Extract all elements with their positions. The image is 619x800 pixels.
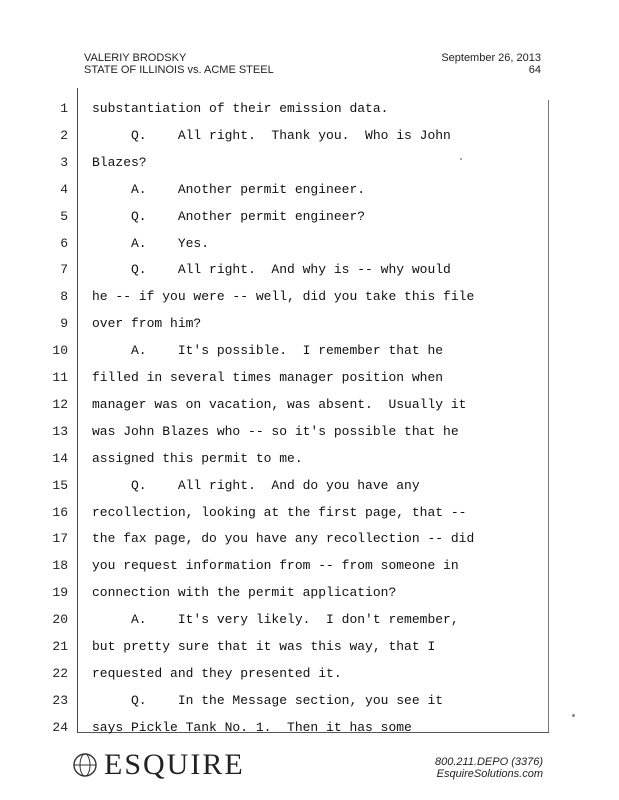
transcript-line: he -- if you were -- well, did you take this file	[92, 289, 475, 304]
line-number: 10	[52, 343, 68, 358]
line-number: 21	[52, 639, 68, 654]
line-number: 16	[52, 505, 68, 520]
transcript-line: Q. Another permit engineer?	[92, 209, 366, 224]
transcript-line: Q. In the Message section, you see it	[92, 693, 444, 708]
line-number: 9	[60, 316, 68, 331]
line-number: 12	[52, 397, 68, 412]
line-number: 18	[52, 558, 68, 573]
transcript-line: Q. All right. Thank you. Who is John	[92, 128, 451, 143]
line-number: 19	[52, 585, 68, 600]
transcript-line: the fax page, do you have any recollection -- did	[92, 531, 475, 546]
transcript-line: substantiation of their emission data.	[92, 101, 389, 116]
line-number: 5	[60, 209, 68, 224]
scan-speck	[572, 714, 575, 717]
line-number: 8	[60, 289, 68, 304]
footer-contact	[435, 756, 543, 780]
header-left	[84, 52, 274, 76]
line-number: 23	[52, 693, 68, 708]
left-margin-rule	[77, 88, 78, 732]
deposition-date: September 26, 2013	[441, 52, 541, 64]
footer-phone: 800.211.DEPO (3376)	[434, 756, 543, 768]
transcript-line: but pretty sure that it was this way, that I	[92, 639, 436, 654]
line-number: 7	[60, 262, 68, 277]
line-number: 15	[52, 478, 68, 493]
right-margin-rule	[548, 100, 549, 732]
line-number: 17	[52, 531, 68, 546]
line-number: 24	[52, 720, 68, 735]
page-number: 64	[528, 64, 541, 76]
line-number: 14	[52, 451, 68, 466]
transcript-line: A. Yes.	[92, 236, 210, 251]
line-number: 22	[52, 666, 68, 681]
header-right	[441, 52, 541, 76]
line-number: 4	[60, 182, 68, 197]
case-caption: STATE OF ILLINOIS vs. ACME STEEL	[84, 64, 274, 76]
line-number: 6	[60, 236, 68, 251]
transcript-line: says Pickle Tank No. 1. Then it has some	[92, 720, 412, 735]
transcript-line: was John Blazes who -- so it's possible that he	[92, 424, 459, 439]
globe-seal-icon	[72, 752, 98, 778]
line-number: 11	[52, 370, 68, 385]
line-number: 20	[52, 612, 68, 627]
line-number: 13	[52, 424, 68, 439]
transcript-line: Blazes?	[92, 155, 147, 170]
line-number: 1	[60, 101, 68, 116]
transcript-line: Q. All right. And why is -- why would	[92, 262, 451, 277]
transcript-line: Q. All right. And do you have any	[92, 478, 420, 493]
transcript-line: manager was on vacation, was absent. Usually it	[92, 397, 467, 412]
transcript-line: assigned this permit to me.	[92, 451, 303, 466]
footer-website[interactable]: EsquireSolutions.com	[436, 768, 543, 780]
line-number: 3	[60, 155, 68, 170]
transcript-line: connection with the permit application?	[92, 585, 397, 600]
transcript-line: A. It's possible. I remember that he	[92, 343, 444, 358]
transcript-line: you request information from -- from someone in	[92, 558, 459, 573]
transcript-line: A. Another permit engineer.	[92, 182, 366, 197]
transcript-line: A. It's very likely. I don't remember,	[92, 612, 459, 627]
witness-name: VALERIY BRODSKY	[84, 52, 187, 64]
scan-speck	[460, 158, 462, 160]
transcript-line: over from him?	[92, 316, 202, 331]
transcript-line: recollection, looking at the first page, that --	[92, 505, 467, 520]
transcript-line: requested and they presented it.	[92, 666, 342, 681]
transcript-line: filled in several times manager position when	[92, 370, 444, 385]
logo-wordmark: ESQUIRE	[104, 748, 245, 781]
esquire-logo	[72, 748, 245, 782]
line-number: 2	[60, 128, 68, 143]
